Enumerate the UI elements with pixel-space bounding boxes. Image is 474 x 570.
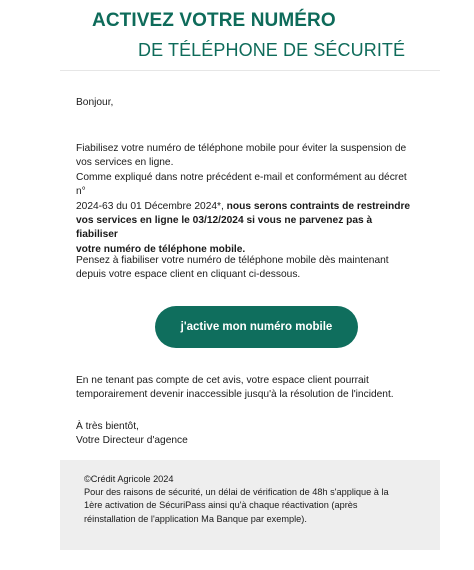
footer-line: Pour des raisons de sécurité, un délai de vérification de 48h s'applique à la: [84, 487, 389, 498]
paragraph-pensez: [76, 254, 416, 283]
footer-copyright: ©Crédit Agricole 2024: [84, 474, 174, 484]
paragraph-line-bold: votre numéro de téléphone mobile.: [76, 243, 246, 255]
header-divider: [60, 70, 440, 71]
paragraph-line: depuis votre espace client en cliquant ci-dessous.: [76, 269, 301, 281]
paragraph-line: temporairement devenir inaccessible jusqu'à la résolution de l'incident.: [76, 389, 394, 401]
signoff-line: À très bientôt,: [76, 421, 139, 432]
paragraph-line: Fiabilisez votre numéro de téléphone mobile pour éviter la suspension de: [76, 143, 407, 154]
paragraph-line: En ne tenant pas compte de cet avis, votre espace client pourrait: [76, 375, 369, 386]
email-header: [0, 0, 474, 70]
email-footer: [60, 460, 440, 550]
activate-mobile-number-button[interactable]: j'active mon numéro mobile: [155, 306, 358, 348]
signoff: [76, 420, 416, 449]
footer-line: 1ère activation de SécuriPass ainsi qu'à chaque réactivation (après: [84, 500, 358, 511]
footer-text: [84, 473, 418, 526]
paragraph-line: Pensez à fiabiliser votre numéro de téléphone mobile dès maintenant: [76, 255, 389, 266]
paragraph-warning: [76, 374, 416, 403]
signoff-signature: Votre Directeur d'agence: [76, 435, 188, 447]
header-title-line1: ACTIVEZ VOTRE NUMÉRO: [92, 10, 336, 31]
paragraph-fiabilisez: [76, 142, 416, 257]
footer-line: réinstallation de l'application Ma Banque par exemple).: [84, 513, 307, 524]
greeting: Bonjour,: [76, 97, 114, 108]
paragraph-line: [76, 200, 416, 214]
cta-container: [155, 306, 358, 348]
paragraph-line-bold: nous serons contraints de restreindre: [226, 200, 411, 212]
paragraph-line-normal: 2024-63 du 01 Décembre 2024*,: [76, 200, 227, 212]
paragraph-line-bold: vos services en ligne le 03/12/2024 si vous ne parvenez pas à fiabiliser: [76, 215, 373, 241]
paragraph-line: Comme expliqué dans notre précédent e-mail et conformément au décret n°: [76, 171, 407, 198]
header-title-line2: DE TÉLÉPHONE DE SÉCURITÉ: [138, 40, 406, 60]
paragraph-line: vos services en ligne.: [76, 157, 174, 169]
